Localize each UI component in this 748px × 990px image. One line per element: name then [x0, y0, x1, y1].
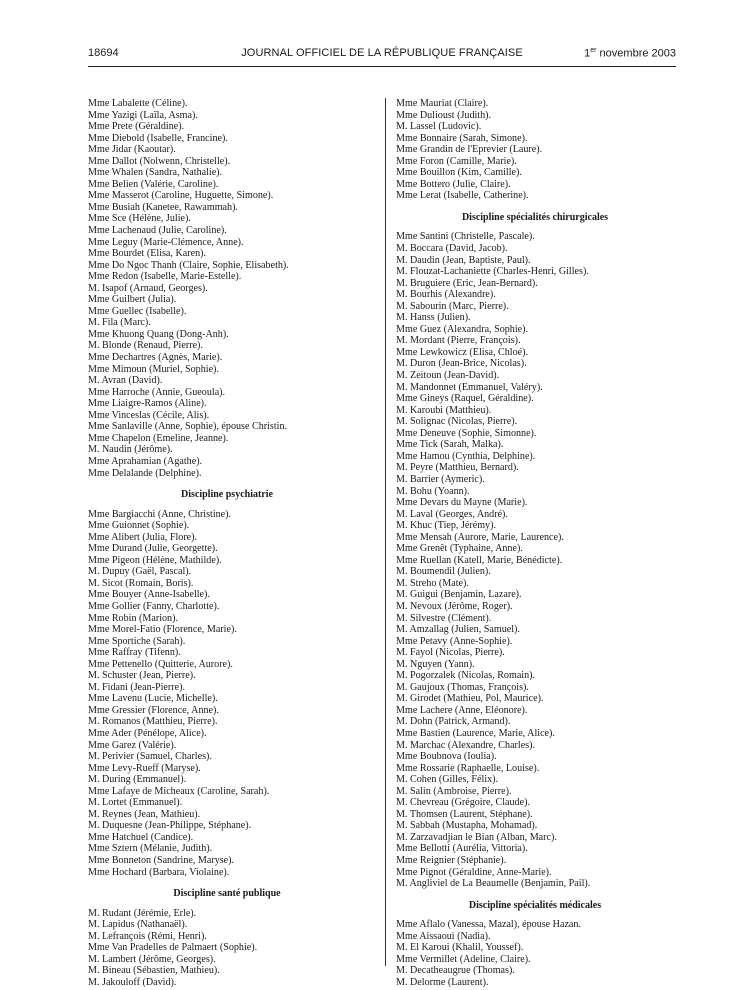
list-item: Mme Sce (Hélène, Julie). — [88, 213, 191, 225]
list-item: M. Karoubi (Matthieu). — [396, 404, 492, 416]
list-item: Mme Aprahamian (Agathe). — [88, 455, 203, 467]
list-item: M. Khuc (Tiep, Jérémy). — [396, 520, 496, 532]
right-intro-list — [396, 98, 674, 202]
list-item: Mme Alibert (Julia, Flore). — [88, 531, 198, 543]
list-item: Mme Dulioust (Judith). — [396, 109, 492, 121]
list-item: M. Flouzat-Lachaniette (Charles-Henri, Gilles). — [396, 266, 589, 278]
list-item: Mme Lachere (Anne, Eléonore). — [396, 704, 528, 716]
left-intro-list — [88, 98, 366, 479]
list-item: Mme Sztern (Mélanie, Judith). — [88, 843, 213, 855]
list-item: Mme Pignot (Géraldine, Anne-Marie). — [396, 866, 552, 878]
list-item: Mme Masserot (Caroline, Huguette, Simone). — [88, 190, 274, 202]
list-item: Mme Gressier (Florence, Anne). — [88, 704, 219, 716]
list-item: Mme Dallot (Nolwenn, Christelle). — [88, 155, 231, 167]
list-item: M. Rudant (Jérémie, Erle). — [88, 907, 197, 919]
list-item: M. Zeitoun (Jean-David). — [396, 370, 500, 382]
list-item: M. Hanss (Julien). — [396, 312, 471, 324]
list-item: M. Angliviel de La Beaumelle (Benjamin, Pail). — [396, 878, 591, 890]
list-item: Mme Durand (Julie, Georgette). — [88, 543, 218, 555]
list-item: M. Dohn (Patrick, Armand). — [396, 716, 511, 728]
list-item: Mme Liaigre-Ramos (Aline). — [88, 398, 207, 410]
list-item: M. Decatheaugrue (Thomas). — [396, 965, 515, 977]
page-number: 18694 — [88, 47, 119, 59]
list-item: M. Laval (Georges, André). — [396, 508, 508, 520]
list-item: Mme Whalen (Sandra, Nathalie). — [88, 167, 223, 179]
list-item: Mme Khuong Quang (Dong-Anh). — [88, 328, 229, 340]
list-item: Mme Harroche (Annie, Gueoula). — [88, 386, 226, 398]
list-item: M. Bohu (Yoann). — [396, 485, 470, 497]
left-column — [88, 98, 366, 988]
list-item: M. Lambert (Jérôme, Georges). — [88, 953, 216, 965]
list-item: Mme Devars du Mayne (Marie). — [396, 497, 528, 509]
list-item: M. Fidani (Jean-Pierre). — [88, 681, 185, 693]
list-item: Mme Aissaoui (Nadia). — [396, 930, 491, 942]
list-item: Mme Grandin de l'Eprevier (Laure). — [396, 144, 543, 156]
list-item: Mme Leguy (Marie-Clémence, Anne). — [88, 236, 244, 248]
sante-publique-list — [88, 908, 366, 989]
list-item: M. Mordant (Pierre, François). — [396, 335, 521, 347]
list-item: Mme Robin (Marion). — [88, 612, 178, 624]
list-item: M. Blonde (Renaud, Pierre). — [88, 340, 203, 352]
list-item: M. Reynes (Jean, Mathieu). — [88, 808, 201, 820]
list-item: Mme Busiah (Kanetee, Rawammah). — [88, 201, 238, 213]
journal-title: JOURNAL OFFICIEL DE LA RÉPUBLIQUE FRANÇAISE — [241, 47, 523, 59]
list-item: M. Lapidus (Nathanaël). — [88, 919, 188, 931]
list-item: M. Barrier (Aymeric). — [396, 473, 485, 485]
list-item: Mme Bonneton (Sandrine, Maryse). — [88, 855, 235, 866]
list-item: Mme Guilbert (Julia). — [88, 294, 177, 306]
list-item: M. Thomsen (Laurent, Stéphane). — [396, 808, 533, 820]
list-item: Mme Pettenello (Quitterie, Aurore). — [88, 658, 233, 670]
list-item: M. Gaujoux (Thomas, François). — [396, 681, 529, 693]
list-item: M. Perivier (Samuel, Charles). — [88, 751, 212, 763]
list-item: Mme Lavenu (Lucie, Michelle). — [88, 693, 218, 705]
list-item: Mme Ruellan (Katell, Marie, Bénédicte). — [396, 554, 563, 566]
list-item: M. El Karoui (Khalil, Youssef). — [396, 942, 524, 954]
issue-date-day: 1 — [584, 47, 591, 60]
list-item: M. Duquesne (Jean-Philippe, Stéphane). — [88, 820, 252, 832]
issue-date-month-year: novembre 2003 — [596, 47, 676, 60]
list-item: Mme Redon (Isabelle, Marie-Estelle). — [88, 271, 242, 283]
list-item: M. Streho (Mate). — [396, 577, 469, 589]
list-item: Mme Tick (Sarah, Malka). — [396, 439, 504, 451]
list-item: Mme Mauriat (Claire). — [396, 98, 489, 109]
list-item: Mme Prete (Géraldine). — [88, 121, 185, 133]
list-item: M. Boumendil (Julien). — [396, 566, 491, 578]
list-item: Mme Guellec (Isabelle). — [88, 305, 187, 317]
list-item: M. Sabbah (Mustapha, Mohamad). — [396, 820, 538, 832]
psychiatrie-list — [88, 509, 366, 879]
list-item: M. Jakoulоff (David). — [88, 976, 177, 988]
list-item: Mme Van Pradelles de Palmaert (Sophie). — [88, 942, 258, 954]
issue-date — [584, 47, 676, 60]
list-item: Mme Aflalo (Vanessa, Mazal), épouse Hazan. — [396, 919, 581, 931]
list-item: M. Sicot (Romain, Boris). — [88, 577, 194, 589]
list-item: M. Romanos (Matthieu, Pierre). — [88, 716, 218, 728]
list-item: M. Salin (Ambroise, Pierre). — [396, 785, 512, 797]
list-item: M. Bruguiere (Eric, Jean-Bernard). — [396, 277, 538, 289]
list-item: Mme Bouillon (Kim, Camille). — [396, 167, 522, 179]
list-item: M. Daudin (Jean, Baptiste, Paul). — [396, 254, 531, 266]
column-divider — [385, 98, 386, 966]
list-item: Mme Lachenaud (Julie, Caroline). — [88, 225, 227, 237]
list-item: M. Chevreau (Grégoire, Claude). — [396, 797, 530, 809]
list-item: M. Guigui (Benjamin, Lazare). — [396, 589, 522, 601]
list-item: Mme Reignier (Stéphanie). — [396, 855, 507, 866]
list-item: M. Zarzavadjian le Bian (Alban, Marc). — [396, 831, 557, 843]
list-item: M. Naudin (Jérôme). — [88, 444, 173, 456]
list-item: M. Boccara (David, Jacob). — [396, 243, 508, 255]
list-item: Mme Levy-Rueff (Maryse). — [88, 762, 201, 774]
list-item: M. Lefrançois (Rémi, Henri). — [88, 930, 207, 942]
chirurgicales-list — [396, 231, 674, 889]
list-item: Mme Hochard (Barbara, Violaine). — [88, 866, 230, 878]
list-item: Mme Santini (Christelle, Pascale). — [396, 231, 535, 243]
section-heading-sante-publique: Discipline santé publique — [173, 888, 281, 900]
list-item: Mme Vinceslas (Cécile, Alis). — [88, 409, 210, 421]
list-item: Mme Gineys (Raquel, Géraldine). — [396, 393, 534, 405]
list-item: Mme Sanlaville (Anne, Sophie), épouse Christin. — [88, 421, 288, 433]
list-item: Mme Morel-Fatio (Florence, Marie). — [88, 624, 237, 636]
list-item: Mme Petavy (Anne-Sophie). — [396, 635, 513, 647]
list-item: Mme Bellotti (Aurélia, Vittoria). — [396, 843, 528, 855]
list-item: M. Isapof (Arnaud, Georges). — [88, 282, 208, 294]
list-item: M. Marchac (Alexandre, Charles). — [396, 739, 536, 751]
list-item: M. Pogorzalek (Nicolas, Romain). — [396, 670, 536, 682]
list-item: Mme Do Ngoc Thanh (Claire, Sophie, Elisabeth). — [88, 259, 289, 271]
list-item: Mme Jidar (Kaoutar). — [88, 144, 176, 156]
list-item: M. Fila (Marc). — [88, 317, 151, 329]
list-item: Mme Hatchuel (Candice). — [88, 831, 194, 843]
list-item: Mme Guez (Alexandra, Sophie). — [396, 323, 529, 335]
list-item: M. Lassel (Ludovic). — [396, 121, 482, 133]
list-item: Mme Gollier (Fanny, Charlotte). — [88, 600, 220, 612]
list-item: M. Fayol (Nicolas, Pierre). — [396, 647, 505, 659]
list-item: M. Bineau (Sébastien, Mathieu). — [88, 965, 220, 977]
header-rule — [88, 66, 676, 67]
list-item: M. Lortet (Emmanuel). — [88, 797, 183, 809]
list-item: Mme Foron (Camille, Marie). — [396, 155, 517, 167]
list-item: Mme Yazigi (Laïla, Asma). — [88, 109, 198, 121]
list-item: Mme Raffray (Tifenn). — [88, 647, 181, 659]
section-heading-medicales: Discipline spécialités médicales — [468, 899, 602, 911]
list-item: Mme Pigeon (Hélène, Mathilde). — [88, 554, 222, 566]
list-item: Mme Diebold (Isabelle, Francine). — [88, 132, 228, 144]
list-item: Mme Sportiche (Sarah). — [88, 635, 186, 647]
list-item: Mme Lerat (Isabelle, Catherine). — [396, 190, 529, 202]
list-item: M. Delorme (Laurent). — [396, 976, 489, 988]
issue-date-superscript: er — [590, 47, 597, 54]
list-item: M. Girodet (Mathieu, Pol, Maurice). — [396, 693, 544, 705]
list-item: M. Nevoux (Jérôme, Roger). — [396, 600, 513, 612]
list-item: Mme Chapelon (Emeline, Jeanne). — [88, 432, 229, 444]
list-item: M. Duron (Jean-Brice, Nicolas). — [396, 358, 527, 370]
list-item: M. Mandonnet (Emmanuel, Valéry). — [396, 381, 543, 393]
right-column — [396, 98, 674, 988]
list-item: Mme Deneuve (Sophie, Simonne). — [396, 427, 537, 439]
list-item: M. Silvestre (Clément). — [396, 612, 492, 624]
section-heading-chirurgicales: Discipline spécialités chirurgicales — [461, 211, 609, 223]
list-item: Mme Delalande (Delphine). — [88, 467, 202, 479]
list-item: M. Nguyen (Yann). — [396, 658, 475, 670]
list-item: Mme Vermillet (Adeline, Claire). — [396, 953, 531, 965]
list-item: Mme Bonnaire (Sarah, Simone). — [396, 132, 528, 144]
list-item: M. Amzallag (Julien, Samuel). — [396, 624, 520, 636]
list-item: M. Sabourin (Marc, Pierre). — [396, 300, 509, 312]
list-item: Mme Mensah (Aurore, Marie, Laurence). — [396, 531, 564, 543]
medicales-list — [396, 919, 674, 988]
page-header — [88, 47, 676, 63]
list-item: Mme Bargiacchi (Anne, Christine). — [88, 508, 232, 520]
list-item: M. Dupuy (Gaël, Pascal). — [88, 566, 192, 578]
list-item: Mme Lewkowicz (Elisa, Chloé). — [396, 346, 529, 358]
list-item: M. Peyre (Matthieu, Bernard). — [396, 462, 519, 474]
list-item: Mme Labalette (Céline). — [88, 98, 188, 109]
list-item: Mme Dechartres (Agnès, Marie). — [88, 352, 223, 364]
list-item: M. Schuster (Jean, Pierre). — [88, 670, 196, 682]
list-item: Mme Belien (Valérie, Caroline). — [88, 178, 219, 190]
list-item: M. Avran (David). — [88, 375, 163, 387]
list-item: Mme Hamou (Cynthia, Delphine). — [396, 450, 536, 462]
list-item: Mme Bouyer (Anne-Isabelle). — [88, 589, 210, 601]
list-item: Mme Guionnet (Sophie). — [88, 520, 190, 532]
list-item: M. Bourhis (Alexandre). — [396, 289, 496, 301]
list-item: Mme Bourdet (Elisa, Karen). — [88, 248, 207, 260]
list-item: M. During (Emmanuel). — [88, 774, 187, 786]
list-item: Mme Bottero (Julie, Claire). — [396, 178, 511, 190]
list-item: Mme Lafaye de Micheaux (Caroline, Sarah). — [88, 785, 270, 797]
list-item: Mme Garez (Valérie). — [88, 739, 177, 751]
list-item: Mme Bastien (Laurence, Marie, Alice). — [396, 727, 555, 739]
list-item: M. Solignac (Nicolas, Pierre). — [396, 416, 518, 428]
section-heading-psychiatrie: Discipline psychiatrie — [181, 489, 273, 501]
list-item: Mme Rossarie (Raphaelle, Louise). — [396, 762, 540, 774]
list-item: Mme Grenêt (Typhaine, Anne). — [396, 543, 523, 555]
list-item: Mme Ader (Pénélope, Alice). — [88, 727, 207, 739]
list-item: M. Cohen (Gilles, Félix). — [396, 774, 499, 786]
list-item: Mme Mimoun (Muriel, Sophie). — [88, 363, 219, 375]
list-item: Mme Boubnova (Ioulia). — [396, 751, 497, 763]
